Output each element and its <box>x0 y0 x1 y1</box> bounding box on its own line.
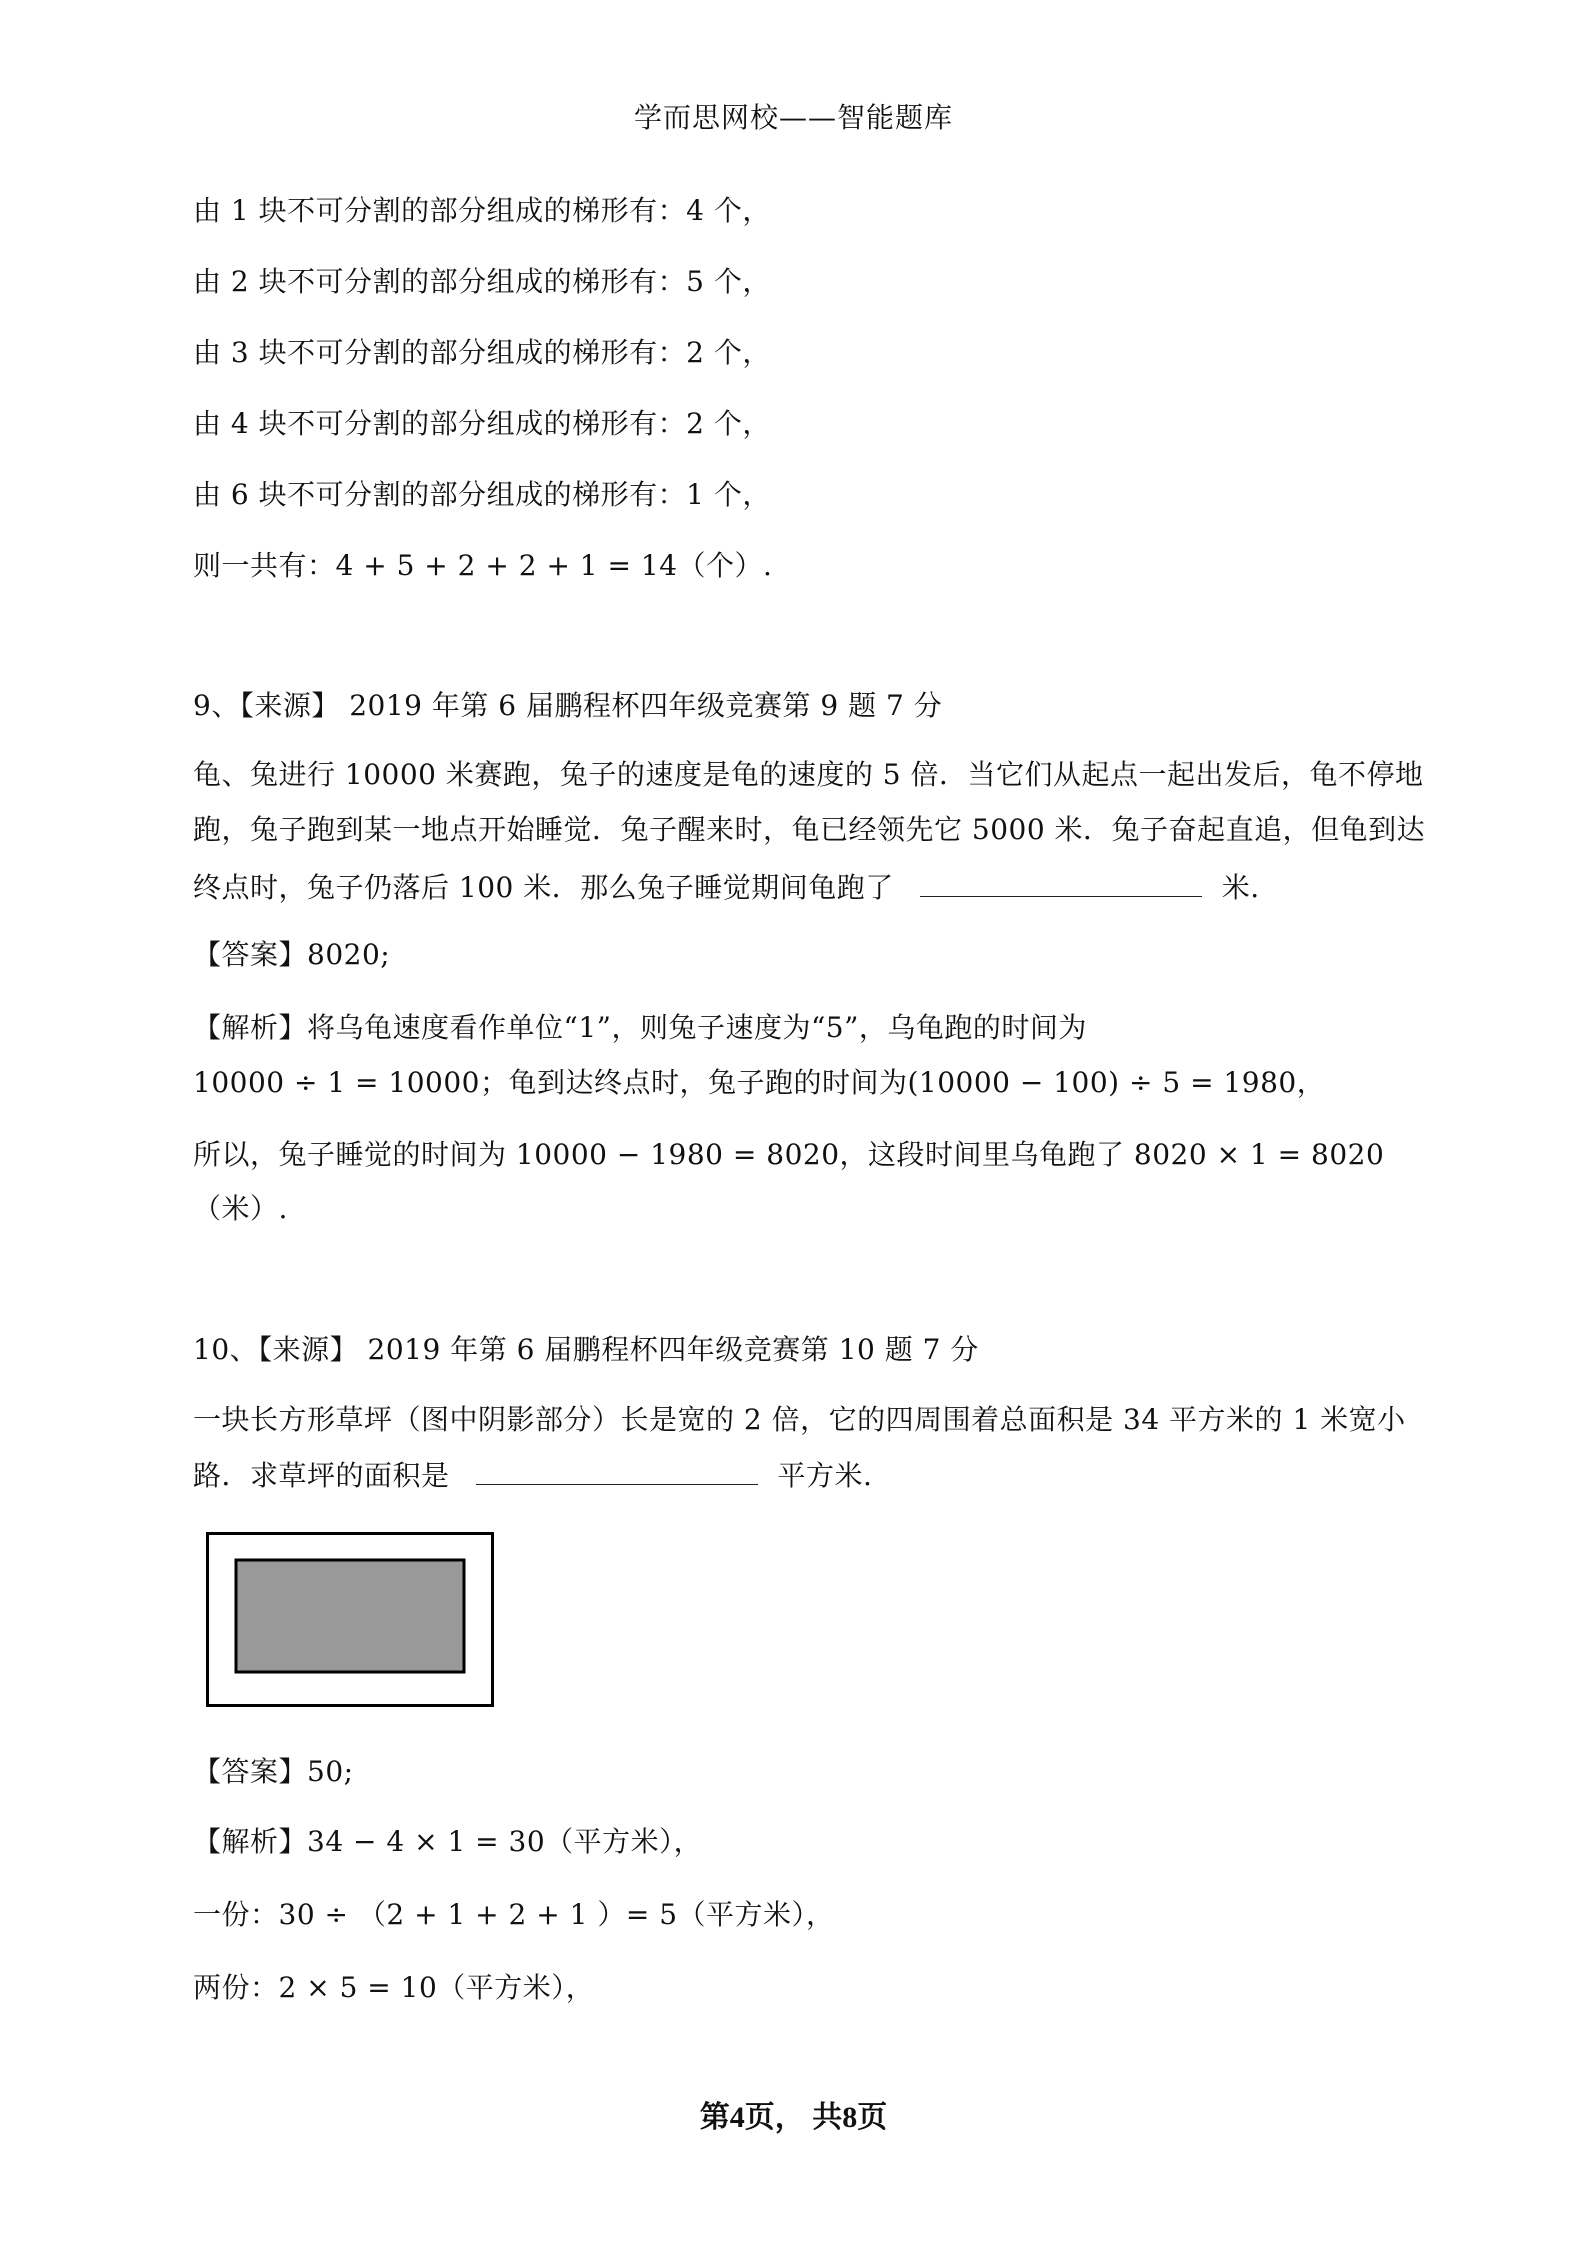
q9-stem-unit: 米. <box>1221 871 1260 904</box>
q9-analysis-line: 10000 ÷ 1 = 10000；龟到达终点时，兔子跑的时间为(10000 − 100) ÷ 5 = 1980， <box>193 1066 1326 1099</box>
q10-stem-line <box>193 1454 872 1496</box>
q9-stem-line: 龟、兔进行 10000 米赛跑，兔子的速度是龟的速度的 5 倍．当它们从起点一起出发后，龟不停地 <box>193 758 1424 791</box>
q9-stem-line: 跑，兔子跑到某一地点开始睡觉．兔子醒来时，龟已经领先它 5000 米．兔子奋起直追，但龟到达 <box>193 813 1426 846</box>
page-number: 第4页， 共8页 <box>699 2101 888 2134</box>
q10-answer: 【答案】50; <box>193 1755 354 1788</box>
q9-analysis-line: （米）. <box>193 1192 288 1225</box>
q9-answer: 【答案】8020; <box>193 938 391 971</box>
solution-total-line: 则一共有：4 + 5 + 2 + 2 + 1 = 14（个）. <box>193 549 773 582</box>
q10-analysis-line: 一份：30 ÷ （2 + 1 + 2 + 1 ）= 5（平方米）， <box>193 1898 835 1931</box>
solution-line: 由 2 块不可分割的部分组成的梯形有：5 个， <box>193 265 771 298</box>
solution-line: 由 1 块不可分割的部分组成的梯形有：4 个， <box>193 194 771 227</box>
solution-line: 由 6 块不可分割的部分组成的梯形有：1 个， <box>193 478 771 511</box>
q10-stem-line: 一块长方形草坪（图中阴影部分）长是宽的 2 倍，它的四周围着总面积是 34 平方米的 1 米宽小 <box>193 1403 1406 1436</box>
q10-analysis-line: 【解析】34 − 4 × 1 = 30（平方米）， <box>193 1825 703 1858</box>
page-header-title: 学而思网校——智能题库 <box>633 101 953 134</box>
q10-stem-unit: 平方米. <box>777 1459 873 1492</box>
q9-heading: 9、【来源】 2019 年第 6 届鹏程杯四年级竞赛第 9 题 7 分 <box>193 689 943 722</box>
lawn-shaded-rect <box>236 1560 464 1672</box>
q10-analysis-line: 两份：2 × 5 = 10（平方米）， <box>193 1971 595 2004</box>
q9-stem-line <box>193 866 1260 908</box>
lawn-figure <box>206 1532 496 1712</box>
q10-heading: 10、【来源】 2019 年第 6 届鹏程杯四年级竞赛第 10 题 7 分 <box>193 1333 979 1366</box>
q9-stem-text: 终点时，兔子仍落后 100 米．那么兔子睡觉期间龟跑了 <box>193 871 894 904</box>
solution-line: 由 4 块不可分割的部分组成的梯形有：2 个， <box>193 407 771 440</box>
q9-analysis-line: 所以，兔子睡觉的时间为 10000 − 1980 = 8020，这段时间里乌龟跑了 8020 × 1 = 8020 <box>193 1138 1385 1171</box>
q10-answer-blank <box>476 1454 758 1485</box>
solution-line: 由 3 块不可分割的部分组成的梯形有：2 个， <box>193 336 771 369</box>
q9-analysis-line: 【解析】将乌龟速度看作单位“1”，则兔子速度为“5”，乌龟跑的时间为 <box>193 1011 1087 1044</box>
q9-answer-blank <box>920 866 1202 897</box>
q10-stem-text: 路．求草坪的面积是 <box>193 1459 450 1492</box>
